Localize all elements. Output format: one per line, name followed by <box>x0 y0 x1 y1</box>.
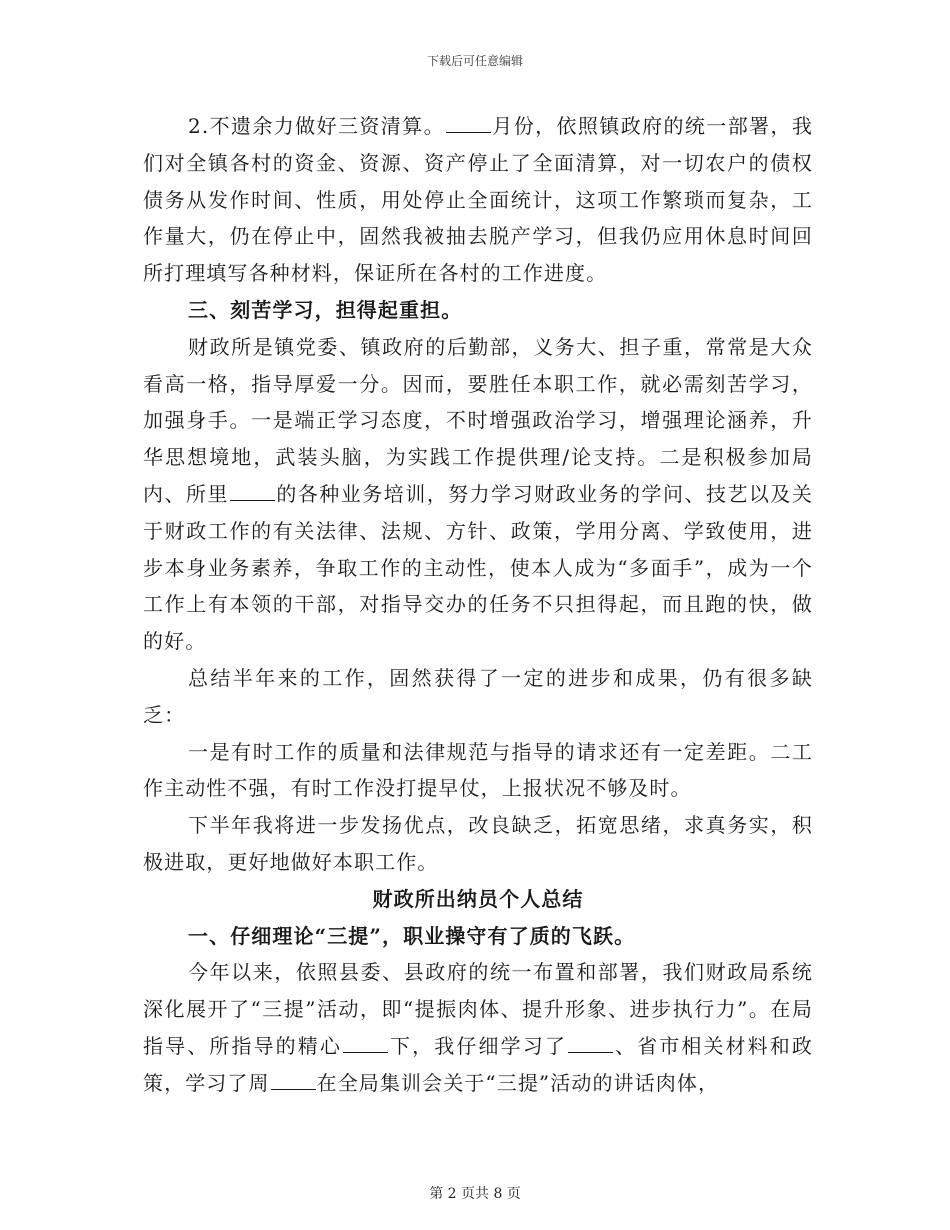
paragraph-text: 、省市相关材料和政策，学习了周 <box>143 1033 813 1095</box>
section-heading-theory: 一、仔细理论“三提”，职业操守有了质的飞跃。 <box>188 923 636 948</box>
paragraph-text: 月份，依照镇政府的统一部署，我们对全镇各村的资金、资源、资产停止了全面清算，对一切农户的债权债务从发作时间、性质，用处停止全面统计，这项工作繁琐而复杂，工作量大，仍在停止中，固然我被抽去脱产学习，但我仍应用休息时间回所打理填写各种材料，保证所在各村的工作进度。 <box>143 114 814 286</box>
paragraph-text: 在全局集训会关于“三提”活动的讲话肉体， <box>316 1070 720 1095</box>
fill-blank <box>230 482 275 501</box>
paragraph-plan: 下半年我将进一步发扬优点，改良缺乏，拓宽思绪，求真务实，积极进取，更好地做好本职工作。 <box>143 813 813 874</box>
paragraph-shortcomings: 一是有时工作的质量和法律规范与指导的请求还有一定差距。二工作主动性不强，有时工作没打提早仗，上报状况不够及时。 <box>143 739 813 801</box>
fill-blank <box>271 1071 316 1090</box>
page-footer: 第 2 页共 8 页 <box>429 1186 521 1202</box>
section-heading-study: 三、刻苦学习，担得起重担。 <box>188 297 463 322</box>
document-body <box>143 108 813 1102</box>
paragraph-text: 2.不遗余力做好三资清算。 <box>188 114 445 138</box>
page-header: 下载后可任意编辑 <box>426 54 523 68</box>
paragraph-text: 的各种业务培训，努力学习财政业务的学问、技艺以及关于财政工作的有关法律、法规、方针、政策，学用分离、学致使用，进步本身业务素养，争取工作的主动性，使本人成为“多面手”，成为一个工作上有本领的干部，对指导交办的任务不只担得起，而且跑的快，做的好。 <box>143 481 814 654</box>
paragraph-three-improvements <box>143 954 813 1101</box>
paragraph-text: 下，我仔细学习了 <box>389 1033 567 1058</box>
paragraph-asset-clearing <box>143 108 813 292</box>
fill-blank <box>568 1034 613 1053</box>
paragraph-study <box>143 329 813 660</box>
fill-blank <box>343 1034 388 1053</box>
fill-blank <box>446 114 491 133</box>
document-title: 财政所出纳员个人总结 <box>372 886 584 911</box>
paragraph-text: 财政所是镇党委、镇政府的后勤部，义务大、担子重，常常是大众看高一格，指导厚爱一分。因而，要胜任本职工作，就必需刻苦学习，加强身手。一是端正学习态度，不时增强政治学习，增强理论涵养，升华思想境地，武装头脑，为实践工作提供理/论支持。二是积极参加局内、所里 <box>143 334 813 506</box>
paragraph-text: 今年以来，依照县委、县政府的统一布置和部署，我们财政局系统深化展开了“三提”活动，即“提振肉体、提升形象、进步执行力”。在局指导、所指导的精心 <box>143 960 813 1058</box>
paragraph-summary: 总结半年来的工作，固然获得了一定的进步和成果，仍有很多缺乏： <box>143 665 813 727</box>
